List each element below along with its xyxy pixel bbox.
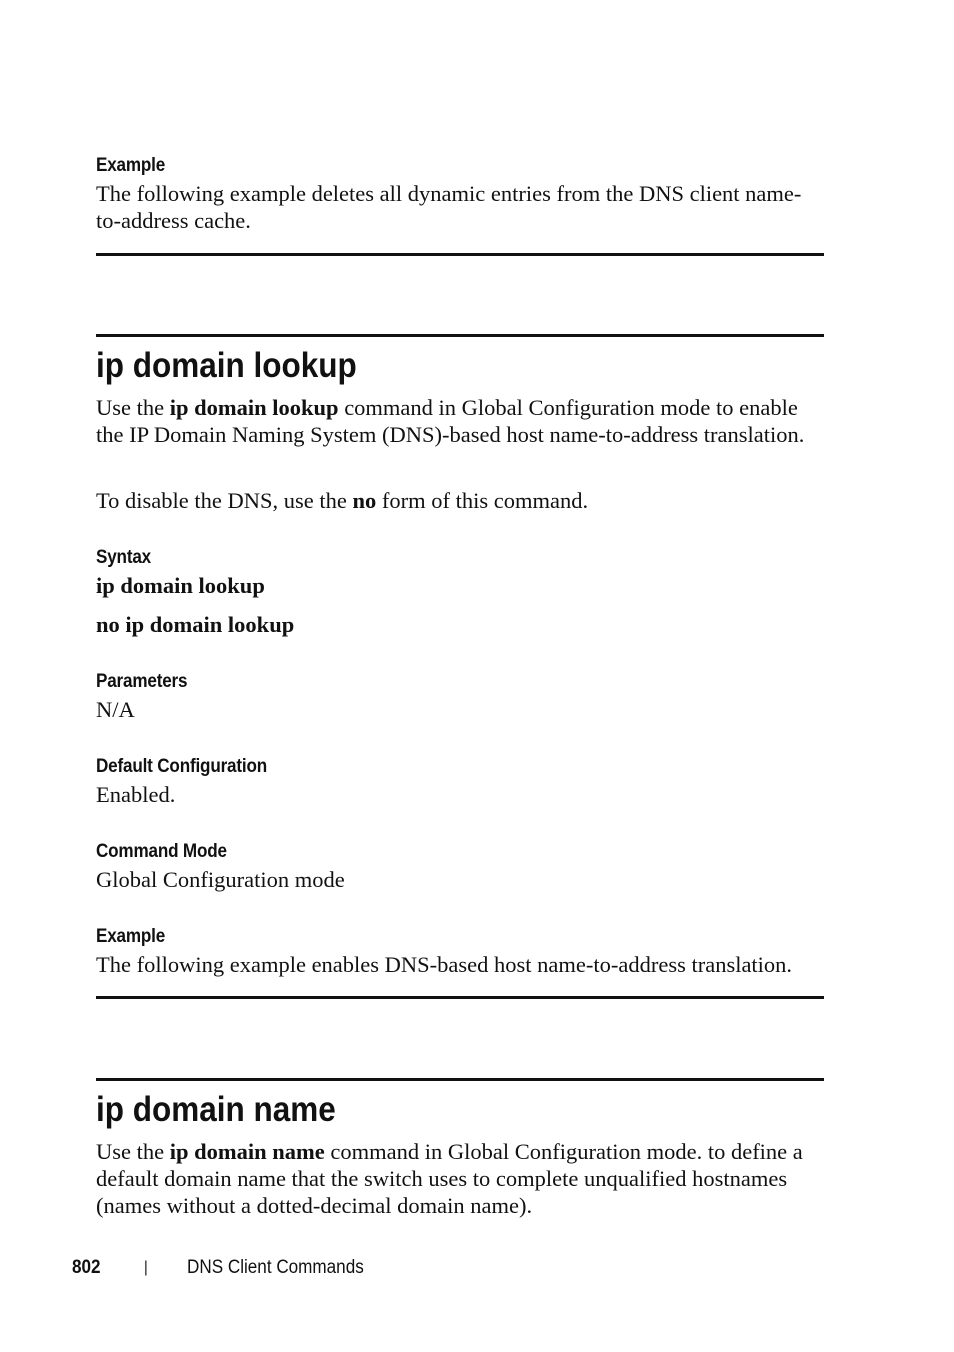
chapter-title: DNS Client Commands [187, 1257, 364, 1278]
footer-separator: | [144, 1259, 148, 1276]
default-config-heading: Default Configuration [96, 756, 268, 777]
name-intro: Use the ip domain name command in Global Configuration mode. to define a default domain name that the switch uses to complete unqualified hostnames (names without a dotted-decimal domain name). [96, 1139, 803, 1218]
command-title-name: ip domain name [96, 1090, 336, 1129]
lookup-disable-text: To disable the DNS, use the no form of this command. [96, 488, 589, 513]
example-text: The following example deletes all dynamic entries from the DNS client name-to-address cache. [96, 181, 802, 233]
parameters-heading: Parameters [96, 671, 188, 692]
command-mode-text: Global Configuration mode [96, 867, 345, 892]
page-number: 802 [72, 1257, 101, 1278]
syntax-line: no ip domain lookup [96, 612, 295, 637]
syntax-line: ip domain lookup [96, 573, 265, 598]
example-text: The following example enables DNS-based host name-to-address translation. [96, 952, 793, 977]
command-mode-heading: Command Mode [96, 841, 227, 862]
default-config-text: Enabled. [96, 782, 176, 807]
example-heading: Example [96, 155, 166, 176]
lookup-intro: Use the ip domain lookup command in Global Configuration mode to enable the IP Domain Naming System (DNS)-based host name-to-address translation. [96, 395, 805, 447]
parameters-text: N/A [96, 697, 135, 722]
command-name: ip domain name [169, 1139, 325, 1164]
section-end-rule [96, 253, 824, 256]
section-end-rule [96, 996, 824, 999]
section-start-rule [96, 1078, 824, 1081]
command-title-lookup: ip domain lookup [96, 346, 357, 385]
command-name: ip domain lookup [169, 395, 339, 420]
example-heading: Example [96, 926, 166, 947]
section-start-rule [96, 334, 824, 337]
syntax-heading: Syntax [96, 547, 151, 568]
keyword-no: no [352, 488, 377, 513]
